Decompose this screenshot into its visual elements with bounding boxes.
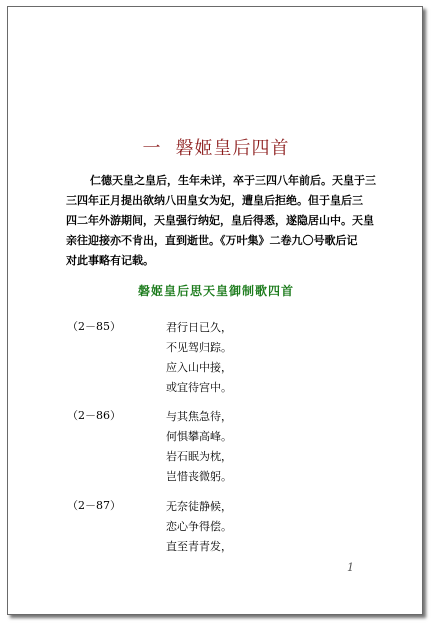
verse-line: 应入山中接， <box>166 361 232 374</box>
poem-verses <box>166 497 232 557</box>
intro-line: 仁德天皇之皇后，生年未详，卒于三四八年前后。天皇于三 <box>90 174 376 187</box>
verse-line: 岂惜丧微躬。 <box>166 470 232 483</box>
verse-line: 无奈徒静候， <box>166 500 232 513</box>
poem-code: （2－85） <box>67 320 121 333</box>
verse-line: 何惧攀高峰。 <box>166 430 232 443</box>
verse-line: 恋心争得偿。 <box>166 520 232 533</box>
verse-line: 直至青青发， <box>166 540 232 553</box>
intro-line: 对此事略有记载。 <box>66 254 154 267</box>
chapter-title: 磐姬皇后四首 <box>175 138 290 159</box>
section-title: 磐姬皇后思天皇御制歌四首 <box>137 284 294 298</box>
intro-line: 三四年正月提出欲纳八田皇女为妃，遭皇后拒绝。但于皇后三 <box>66 194 363 207</box>
page-number: 1 <box>347 561 354 574</box>
intro-line: 四二年外游期间，天皇强行纳妃，皇后得悉，遂隐居山中。天皇 <box>66 214 374 227</box>
verse-line: 或宜待宫中。 <box>166 381 232 394</box>
poem-verses <box>166 407 232 487</box>
poem-code: （2－87） <box>67 499 121 512</box>
verse-line: 君行日已久， <box>166 321 232 334</box>
chapter-number: 一 <box>142 138 162 159</box>
verse-line: 岩石眠为枕， <box>166 450 232 463</box>
intro-paragraph <box>66 171 396 271</box>
poem-verses <box>166 318 232 398</box>
verse-line: 不见驾归踪。 <box>166 341 232 354</box>
intro-line: 亲往迎接亦不肯出，直到逝世。《万叶集》二卷九〇号歌后记 <box>66 234 358 247</box>
verse-line: 与其焦急待， <box>166 410 232 423</box>
document-page <box>7 6 423 615</box>
poem-code: （2－86） <box>67 409 121 422</box>
chapter-heading <box>8 134 424 160</box>
